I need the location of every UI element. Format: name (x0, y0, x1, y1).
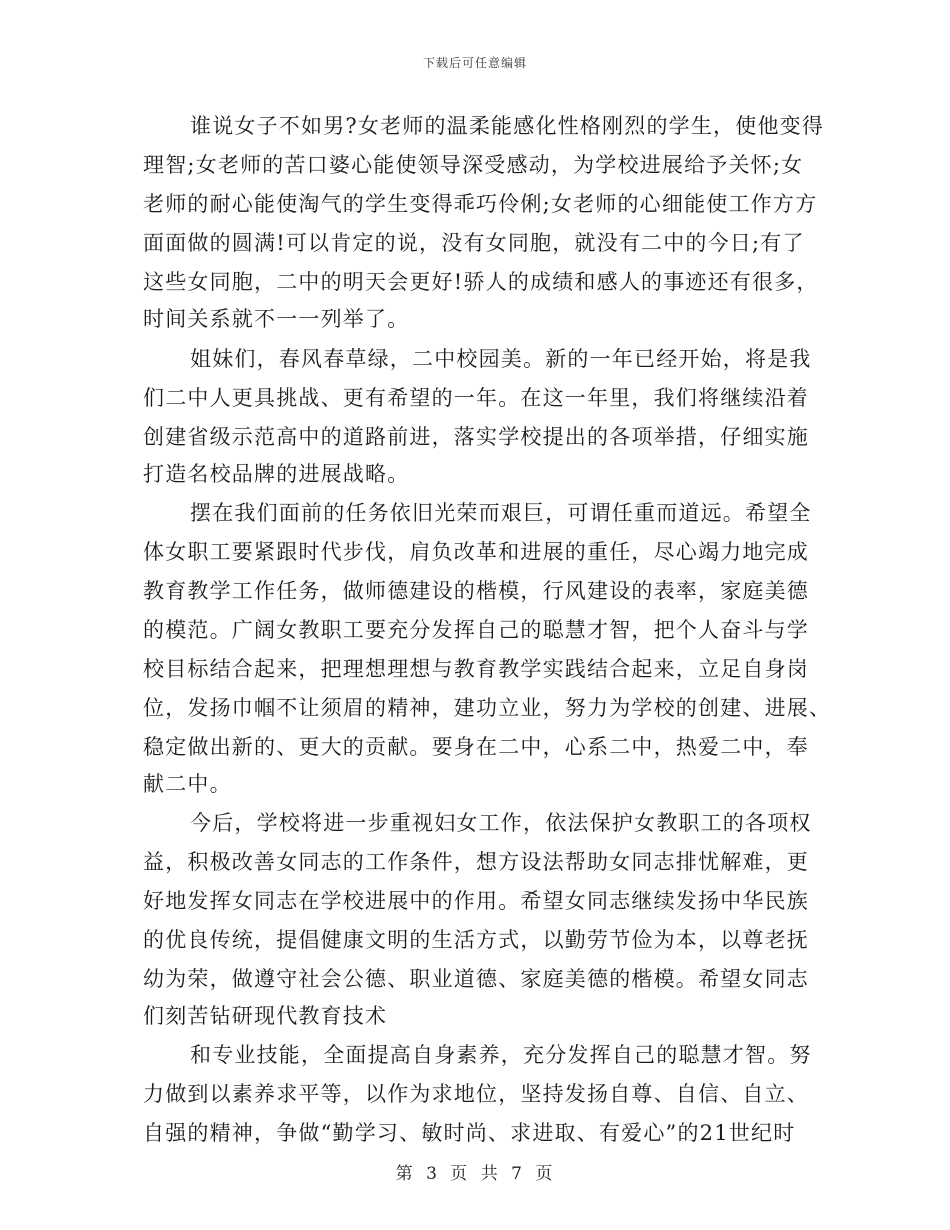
page-number-footer: 第 3 页 共 7 页 (395, 1164, 555, 1184)
text-line: 校目标结合起来，把理想理想与教育教学实践结合起来，立足自身岗 (143, 657, 809, 681)
text-line: 自强的精神，争做“勤学习、敏时尚、求进取、有爱心”的21世纪时 (143, 1121, 796, 1145)
text-line: 和专业技能，全面提高自身素养，充分发挥自己的聪慧才智。努 (190, 1043, 812, 1067)
text-line: 位，发扬巾帼不让须眉的精神，建功立业，努力为学校的创建、进展、 (143, 696, 832, 720)
text-line: 的模范。广阔女教职工要充分发挥自己的聪慧才智，把个人奋斗与学 (143, 618, 809, 642)
text-line: 谁说女子不如男?女老师的温柔能感化性格刚烈的学生，使他变得 (190, 114, 825, 138)
text-line: 创建省级示范高中的道路前进，落实学校提出的各项举措，仔细实施 (143, 425, 809, 449)
text-line: 时间关系就不一一列举了。 (143, 307, 410, 331)
text-line: 面面做的圆满!可以肯定的说，没有女同胞，就没有二中的今日;有了 (143, 231, 805, 255)
text-line: 姐妹们，春风春草绿，二中校园美。新的一年已经开始，将是我 (190, 347, 812, 371)
text-line: 稳定做出新的、更大的贡献。要身在二中，心系二中，热爱二中，奉 (143, 735, 809, 759)
text-line: 打造名校品牌的进展战略。 (143, 462, 410, 486)
text-line: 今后，学校将进一步重视妇女工作，依法保护女教职工的各项权 (190, 811, 812, 835)
text-line: 理智;女老师的苦口婆心能使领导深受感动，为学校进展给予关怀;女 (143, 153, 804, 177)
text-line: 这些女同胞，二中的明天会更好!骄人的成绩和感人的事迹还有很多， (143, 270, 819, 294)
text-line: 老师的耐心能使淘气的学生变得乖巧伶俐;女老师的心细能使工作方方 (143, 192, 818, 216)
text-line: 益，积极改善女同志的工作条件，想方设法帮助女同志排忧解难，更 (143, 850, 809, 874)
page-header: 下载后可任意编辑 (422, 56, 527, 70)
text-line: 献二中。 (143, 772, 232, 796)
text-line: 摆在我们面前的任务依旧光荣而艰巨，可谓任重而道远。希望全 (190, 501, 812, 525)
text-line: 教育教学工作任务，做师德建设的楷模，行风建设的表率，家庭美德 (143, 579, 809, 603)
text-line: 的优良传统，提倡健康文明的生活方式，以勤劳节俭为本，以尊老抚 (143, 928, 809, 952)
text-line: 体女职工要紧跟时代步伐，肩负改革和进展的重任，尽心竭力地完成 (143, 540, 809, 564)
text-line: 力做到以素养求平等，以作为求地位，坚持发扬自尊、自信、自立、 (143, 1082, 809, 1106)
text-line: 幼为荣，做遵守社会公德、职业道德、家庭美德的楷模。希望女同志 (143, 967, 809, 991)
text-line: 们二中人更具挑战、更有希望的一年。在这一年里，我们将继续沿着 (143, 386, 809, 410)
text-line: 好地发挥女同志在学校进展中的作用。希望女同志继续发扬中华民族 (143, 889, 809, 913)
text-line: 们刻苦钻研现代教育技术 (143, 1004, 388, 1028)
